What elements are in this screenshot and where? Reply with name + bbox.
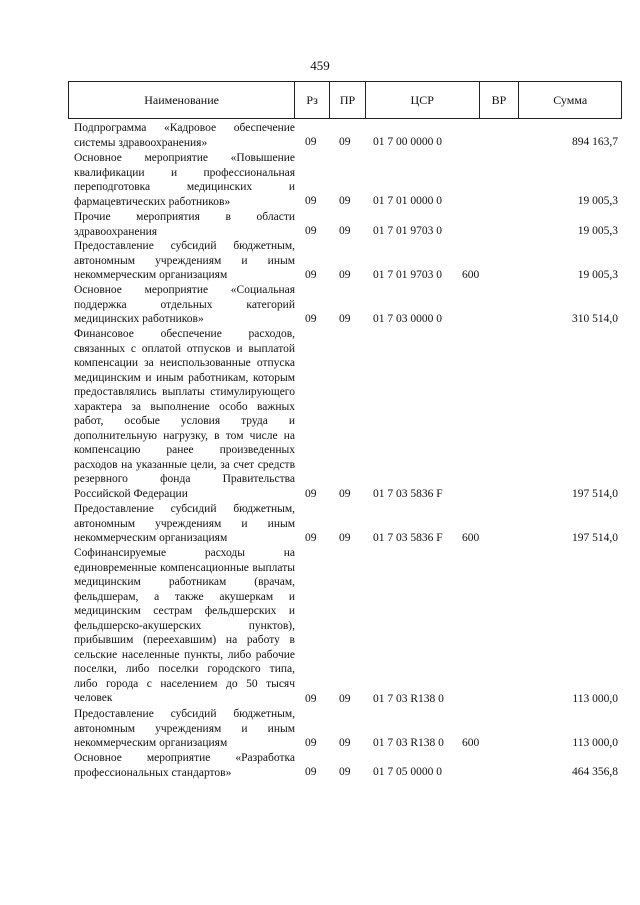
row-vr: 600	[462, 532, 480, 545]
row-rz: 09	[305, 195, 317, 208]
row-rz: 09	[305, 693, 317, 706]
row-name: Прочие мероприятия в области здравоохранения	[74, 211, 295, 238]
row-rz: 09	[305, 136, 317, 149]
page-number: 459	[310, 58, 330, 73]
table-row	[68, 121, 622, 150]
row-name: Софинансируемые расходы на единовременные компенсационные выплаты медицинским работникам (врачам, фельдшерам, а также акушеркам и медицинским сестрам фельдшерских и фельдшерско-акушерских пунктов), прибывшим (переехавшим) на работу в сельские населенные пункты, либо рабочие поселки, либо поселки городского типа, либо города с населением до 50 тысяч человек	[74, 547, 295, 705]
row-pr: 09	[339, 693, 351, 706]
row-name: Предоставление субсидий бюджетным, автономным учреждениям и иным некоммерческим организациям	[74, 240, 295, 282]
table-row	[68, 327, 622, 502]
header-name: Наименование	[69, 82, 295, 118]
row-sum: 113 000,0	[572, 737, 618, 750]
row-vr: 600	[462, 737, 480, 750]
row-csr: 01 7 01 9703 0	[373, 269, 442, 282]
row-pr: 09	[339, 195, 351, 208]
row-rz: 09	[305, 532, 317, 545]
row-name: Финансовое обеспечение расходов, связанных с оплатой отпусков и выплатой компенсации за неиспользованные отпуска медицинским и иным работникам, которым предоставлялись выплаты стимулирующего характера за выполнение особо важных работ, особые условия труда и дополнительную нагрузку, в том числе на компенсацию ранее произведенных расходов на указанные цели, за счет средств резервного фонда Правительства Российской Федерации	[74, 328, 295, 501]
row-sum: 894 163,7	[572, 136, 618, 149]
header-sum: Сумма	[553, 92, 588, 107]
header-vr: ВР	[480, 82, 520, 118]
row-csr: 01 7 03 R138 0	[373, 737, 444, 750]
table-row	[68, 283, 622, 327]
row-pr: 09	[339, 766, 351, 779]
row-pr: 09	[339, 225, 351, 238]
row-name: Основное мероприятие «Повышение квалификации и профессиональная переподготовка медицинских и фармацевтических работников»	[74, 152, 295, 208]
table-row	[68, 502, 622, 546]
row-pr: 09	[339, 488, 351, 501]
row-sum: 19 005,3	[577, 195, 618, 208]
row-vr: 600	[462, 269, 480, 282]
row-sum: 19 005,3	[577, 269, 618, 282]
table-header	[68, 81, 622, 119]
row-pr: 09	[339, 532, 351, 545]
row-rz: 09	[305, 225, 317, 238]
row-csr: 01 7 01 0000 0	[373, 195, 442, 208]
header-pr: ПР	[330, 82, 366, 118]
row-name: Основное мероприятие «Разработка профессиональных стандартов»	[74, 752, 295, 779]
row-sum: 464 356,8	[572, 766, 618, 779]
table-row	[68, 751, 622, 780]
row-name: Основное мероприятие «Социальная поддержка отдельных категорий медицинских работников»	[74, 284, 295, 326]
row-rz: 09	[305, 488, 317, 501]
table-row	[68, 707, 622, 751]
row-sum: 310 514,0	[572, 313, 618, 326]
row-csr: 01 7 05 0000 0	[373, 766, 442, 779]
table-row	[68, 151, 622, 209]
row-csr: 01 7 03 5836 F	[373, 488, 443, 501]
row-name: Предоставление субсидий бюджетным, автономным учреждениям и иным некоммерческим организациям	[74, 708, 295, 750]
row-pr: 09	[339, 313, 351, 326]
row-rz: 09	[305, 313, 317, 326]
table-row	[68, 546, 622, 707]
row-name: Подпрограмма «Кадровое обеспечение системы здравоохранения»	[74, 122, 295, 149]
row-rz: 09	[305, 269, 317, 282]
row-sum: 113 000,0	[572, 693, 618, 706]
row-csr: 01 7 03 5836 F	[373, 532, 443, 545]
table-row	[68, 210, 622, 239]
row-csr: 01 7 03 0000 0	[373, 313, 442, 326]
row-csr: 01 7 01 9703 0	[373, 225, 442, 238]
row-rz: 09	[305, 737, 317, 750]
row-sum: 19 005,3	[577, 225, 618, 238]
row-csr: 01 7 00 0000 0	[373, 136, 442, 149]
row-rz: 09	[305, 766, 317, 779]
header-rz: Рз	[295, 82, 330, 118]
row-sum: 197 514,0	[572, 532, 618, 545]
row-sum: 197 514,0	[572, 488, 618, 501]
row-pr: 09	[339, 737, 351, 750]
row-csr: 01 7 03 R138 0	[373, 693, 444, 706]
table-row	[68, 239, 622, 283]
row-pr: 09	[339, 136, 351, 149]
row-pr: 09	[339, 269, 351, 282]
row-name: Предоставление субсидий бюджетным, автономным учреждениям и иным некоммерческим организациям	[74, 503, 295, 545]
header-csr: ЦСР	[366, 82, 480, 118]
